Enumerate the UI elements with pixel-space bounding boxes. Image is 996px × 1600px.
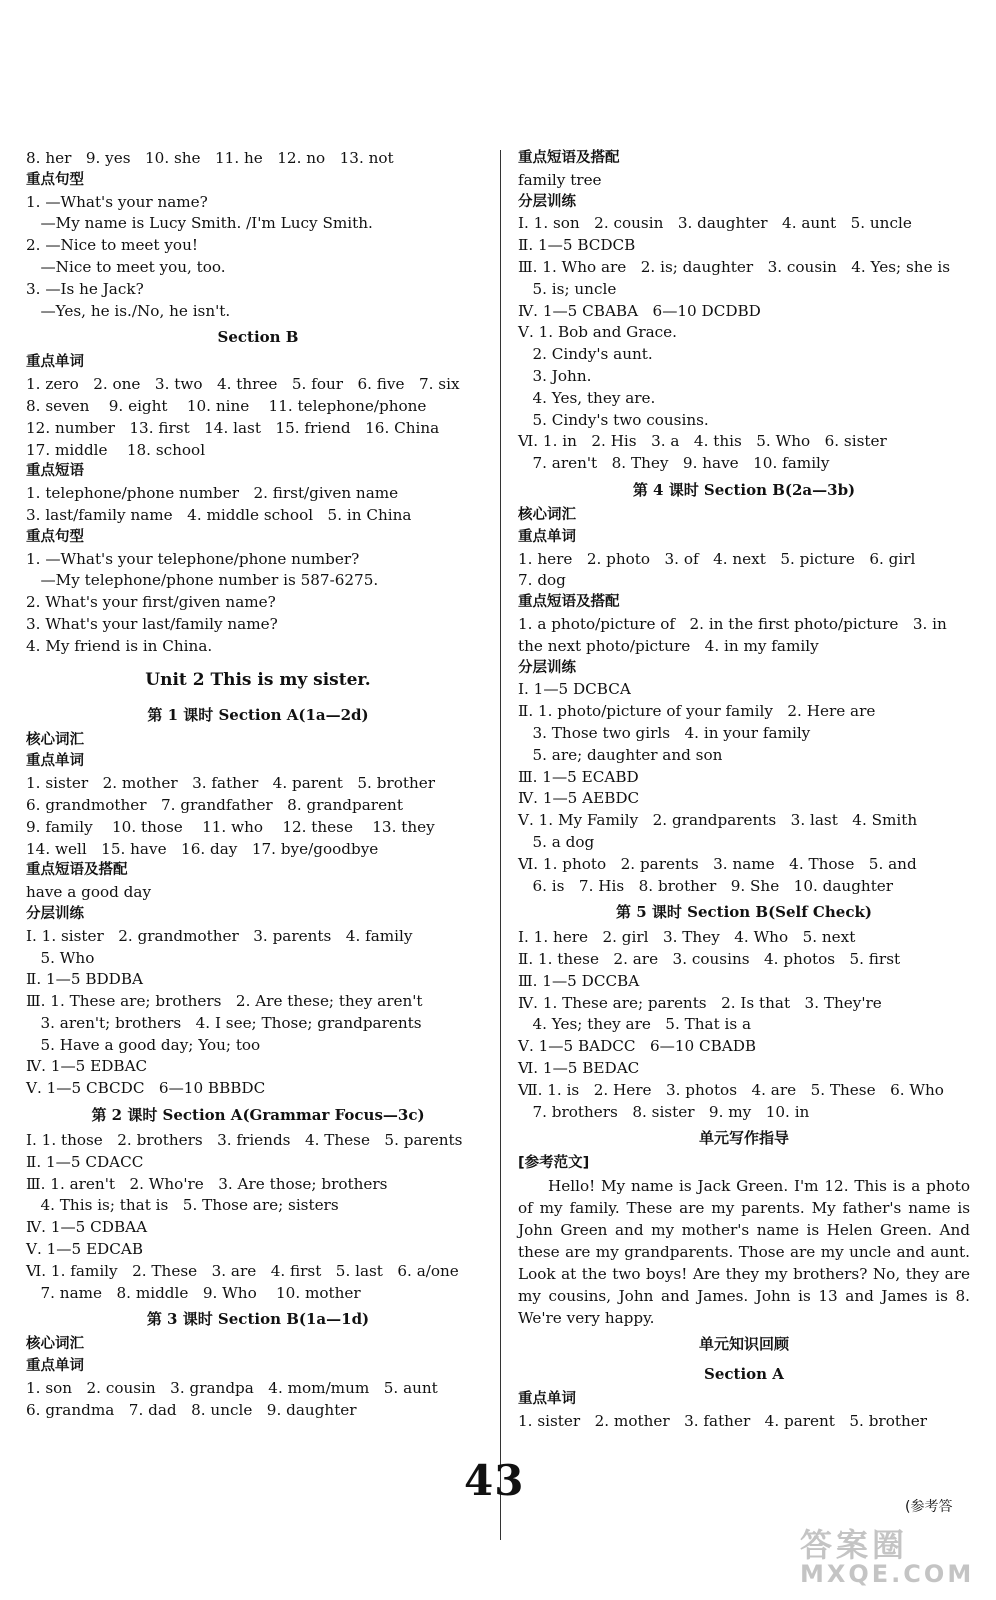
answer-line: 2. Cindy's aunt. [518, 345, 653, 364]
answer-line: —My telephone/phone number is 587-6275. [26, 571, 379, 590]
lesson-title: 第 2 课时 Section A(Grammar Focus—3c) [91, 1106, 425, 1125]
answer-line: Ⅲ. 1—5 DCCBA [518, 971, 640, 990]
answer-line: 3. last/family name 4. middle school 5. in China [26, 505, 412, 524]
answer-line: Ⅳ. 1—5 AEBDC [518, 789, 640, 808]
answer-line: —Yes, he is./No, he isn't. [26, 301, 231, 320]
answer-line: 5. Cindy's two cousins. [518, 410, 709, 429]
answer-line: 1. zero 2. one 3. two 4. three 5. four 6. five 7. six [26, 375, 460, 394]
answer-line: 3. aren't; brothers 4. I see; Those; grandparents [26, 1013, 422, 1032]
answer-line: Ⅲ. 1—5 ECABD [518, 767, 639, 786]
answer-line: Ⅰ. 1. here 2. girl 3. They 4. Who 5. next [518, 928, 856, 947]
answer-line: Ⅶ. 1. is 2. Here 3. photos 4. are 5. These 6. Who [518, 1080, 944, 1099]
section-heading: 重点单词 [518, 528, 576, 545]
watermark-logo [800, 1520, 980, 1592]
answer-line: Ⅱ. 1. these 2. are 3. cousins 4. photos 5. first [518, 950, 901, 969]
section-heading: 分层训练 [26, 905, 84, 922]
answer-line: 5. are; daughter and son [518, 745, 723, 764]
lesson-title: 第 3 课时 Section B(1a—1d) [146, 1310, 370, 1329]
lesson-title: 单元知识回顾 [698, 1335, 789, 1354]
answer-line: 4. My friend is in China. [26, 636, 213, 655]
answer-line: 9. family 10. those 11. who 12. these 13. they [26, 817, 435, 836]
answer-line: 4. Yes, they are. [518, 388, 656, 407]
answer-line: 1. son 2. cousin 3. grandpa 4. mom/mum 5. aunt [26, 1379, 438, 1398]
answer-line: Ⅲ. 1. These are; brothers 2. Are these; they aren't [26, 992, 423, 1011]
answer-line: 3. What's your last/family name? [26, 614, 278, 633]
answer-line: 3. Those two girls 4. in your family [518, 723, 811, 742]
answer-line: 5. a dog [518, 832, 595, 851]
answer-line: 1. telephone/phone number 2. first/given name [26, 484, 399, 503]
section-heading: 重点单词 [26, 1358, 84, 1375]
corner-reference-label: (参考答 [905, 1499, 953, 1515]
answer-line: 14. well 15. have 16. day 17. bye/goodbye [26, 839, 379, 858]
answer-line: 1. —What's your telephone/phone number? [26, 549, 360, 568]
answer-line: Ⅵ. 1. family 2. These 3. are 4. first 5. last 6. a/one [26, 1261, 459, 1280]
answer-line: 3. John. [518, 366, 592, 385]
answer-line: 7. aren't 8. They 9. have 10. family [518, 454, 830, 473]
answer-line: family tree [518, 170, 602, 189]
answer-line: Ⅰ. 1. sister 2. grandmother 3. parents 4. family [26, 926, 413, 945]
answer-line: Ⅰ. 1. those 2. brothers 3. friends 4. These 5. parents [26, 1131, 463, 1150]
lesson-title: Section A [704, 1365, 784, 1384]
answer-line: Ⅱ. 1—5 BDDBA [26, 970, 143, 989]
answer-line: 7. name 8. middle 9. Who 10. mother [26, 1283, 361, 1302]
section-heading: 重点短语及搭配 [518, 594, 620, 611]
left-column [26, 148, 490, 1422]
section-heading: 核心词汇 [518, 506, 576, 523]
answer-line: —Nice to meet you, too. [26, 257, 226, 276]
answer-line: Ⅵ. 1. in 2. His 3. a 4. this 5. Who 6. sister [518, 432, 887, 451]
lesson-title: 第 4 课时 Section B(2a—3b) [632, 480, 856, 499]
answer-line: Ⅰ. 1—5 DCBCA [518, 680, 631, 699]
section-heading: 分层训练 [518, 193, 576, 210]
answer-line: 1. —What's your name? [26, 192, 208, 211]
sample-essay-paragraph: Hello! My name is Jack Green. I'm 12. This is a photo of my family. These are my parents. My father's name is John Green and my mother's name is Helen Green. And these are my grandparents. Those are my uncle and aunt. Look at the two boys! Are they my brothers? No, they are my cousins, John and James. John is 13 and James is 8. We're very happy. [518, 1177, 970, 1328]
answer-line: 12. number 13. first 14. last 15. friend 16. China [26, 418, 440, 437]
section-heading: 重点句型 [26, 528, 84, 545]
section-heading: [参考范文] [518, 1155, 590, 1172]
answer-line: Ⅲ. 1. Who are 2. is; daughter 3. cousin 4. Yes; she is [518, 257, 951, 276]
answer-line: 7. brothers 8. sister 9. my 10. in [518, 1102, 810, 1121]
answer-line: Ⅳ. 1. These are; parents 2. Is that 3. They're [518, 993, 882, 1012]
lesson-title: 第 5 课时 Section B(Self Check) [616, 903, 872, 922]
answer-line: 6. grandmother 7. grandfather 8. grandparent [26, 795, 403, 814]
answer-line: Ⅲ. 1. aren't 2. Who're 3. Are those; brothers [26, 1174, 388, 1193]
right-column [518, 148, 970, 1433]
answer-line: 3. —Is he Jack? [26, 279, 144, 298]
answer-line: 1. a photo/picture of 2. in the first photo/picture 3. in [518, 614, 947, 633]
lesson-title: 单元写作指导 [698, 1129, 789, 1148]
answer-line: 8. seven 9. eight 10. nine 11. telephone/phone [26, 396, 427, 415]
answer-line: 1. sister 2. mother 3. father 4. parent 5. brother [518, 1412, 927, 1431]
answer-line: Ⅴ. 1. My Family 2. grandparents 3. last 4. Smith [518, 811, 918, 830]
answer-line: Ⅱ. 1. photo/picture of your family 2. Here are [518, 702, 876, 721]
answer-line: 5. is; uncle [518, 279, 617, 298]
lesson-title: 第 1 课时 Section A(1a—2d) [147, 705, 369, 724]
answer-line: 7. dog [518, 571, 566, 590]
answer-line: 5. Have a good day; You; too [26, 1035, 261, 1054]
answer-line: Ⅴ. 1—5 BADCC 6—10 CBADB [518, 1037, 757, 1056]
answer-line: Ⅵ. 1. photo 2. parents 3. name 4. Those 5. and [518, 854, 917, 873]
answer-line: 2. What's your first/given name? [26, 593, 276, 612]
section-heading: 核心词汇 [26, 731, 84, 748]
section-heading: 核心词汇 [26, 1336, 84, 1353]
answer-line: 4. This is; that is 5. Those are; sisters [26, 1196, 339, 1215]
answer-line: 2. —Nice to meet you! [26, 236, 198, 255]
answer-line: the next photo/picture 4. in my family [518, 636, 819, 655]
section-heading: 重点短语 [26, 463, 84, 480]
page-number: 43 [464, 1456, 525, 1505]
answer-line: Ⅰ. 1. son 2. cousin 3. daughter 4. aunt 5. uncle [518, 214, 912, 233]
answer-line: 4. Yes; they are 5. That is a [518, 1015, 752, 1034]
section-heading: 重点短语及搭配 [26, 862, 128, 879]
answer-line: have a good day [26, 883, 152, 902]
section-heading: 重点单词 [518, 1391, 576, 1408]
answer-line: Ⅵ. 1—5 BEDAC [518, 1059, 640, 1078]
answer-line: Ⅳ. 1—5 CBABA 6—10 DCDBD [518, 301, 761, 320]
answer-line: Ⅳ. 1—5 EDBAC [26, 1057, 148, 1076]
answer-line: Ⅴ. 1. Bob and Grace. [518, 323, 677, 342]
answer-line: 6. is 7. His 8. brother 9. She 10. daughter [518, 876, 894, 895]
answer-line: 6. grandma 7. dad 8. uncle 9. daughter [26, 1400, 357, 1419]
watermark-top-text: 答案圈 [800, 1526, 909, 1564]
answer-line: 1. here 2. photo 3. of 4. next 5. picture 6. girl [518, 549, 916, 568]
section-heading: 分层训练 [518, 659, 576, 676]
answer-line: Ⅱ. 1—5 BCDCB [518, 236, 636, 255]
section-heading: 重点单词 [26, 753, 84, 770]
answer-line: Ⅴ. 1—5 EDCAB [26, 1240, 143, 1259]
answer-line: 1. sister 2. mother 3. father 4. parent 5. brother [26, 774, 435, 793]
watermark-bottom-text: MXQE.COM [800, 1560, 975, 1588]
section-heading: 重点单词 [26, 354, 84, 371]
section-heading: 重点短语及搭配 [518, 150, 620, 166]
answer-line: —My name is Lucy Smith. /I'm Lucy Smith. [26, 214, 373, 233]
answer-line: Ⅳ. 1—5 CDBAA [26, 1218, 148, 1237]
section-heading: 重点句型 [26, 171, 84, 188]
unit-title: Unit 2 This is my sister. [145, 669, 371, 690]
answer-line: Ⅱ. 1—5 CDACC [26, 1152, 144, 1171]
answer-line: 5. Who [26, 948, 95, 967]
answer-line: 8. her 9. yes 10. she 11. he 12. no 13. not [26, 149, 394, 167]
answer-line: Ⅴ. 1—5 CBCDC 6—10 BBBDC [26, 1079, 266, 1098]
answer-line: 17. middle 18. school [26, 440, 206, 459]
lesson-title: Section B [217, 328, 299, 347]
column-divider [500, 150, 501, 1540]
